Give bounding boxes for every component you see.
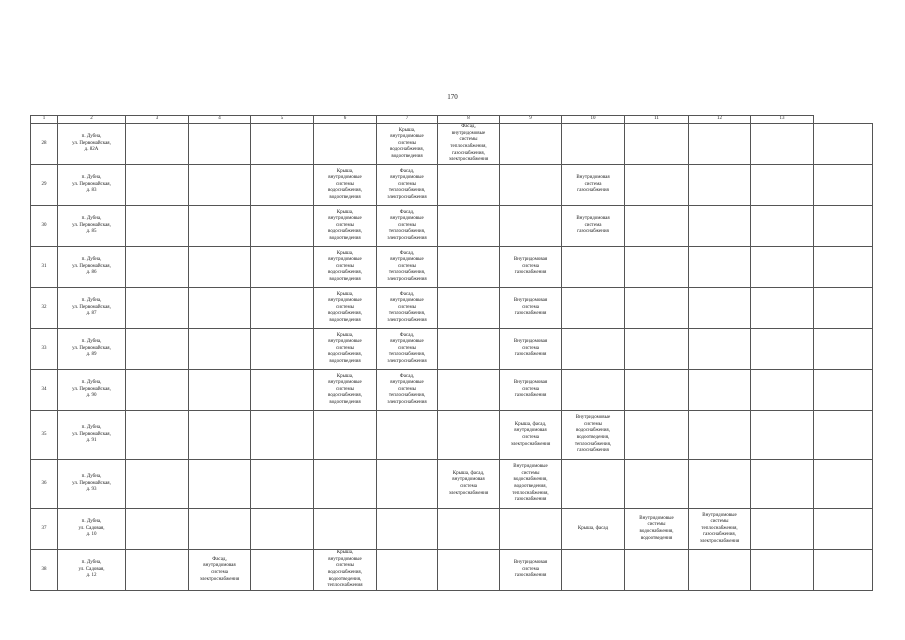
work-cell-col-8 [438, 165, 500, 206]
work-cell-col-11 [625, 206, 689, 247]
work-cell-col-9 [500, 206, 562, 247]
work-cell-col-11 [625, 288, 689, 329]
work-cell-col-12 [689, 411, 751, 460]
work-cell-col-3 [126, 411, 189, 460]
work-cell-col-9 [500, 509, 562, 550]
work-cell-col-9: Внутридомовая система газоснабжения [500, 288, 562, 329]
table-row [31, 509, 873, 550]
work-cell-col-7: Фасад, внутридомовые системы теплоснабжения, электроснабжения [377, 247, 438, 288]
table-row [31, 329, 873, 370]
work-cell-col-14 [814, 370, 873, 411]
work-cell-col-10 [562, 460, 625, 509]
work-cell-col-11 [625, 165, 689, 206]
work-cell-col-4: Фасад, внутридомовая система электроснабжения [189, 550, 251, 591]
work-cell-col-7 [377, 411, 438, 460]
work-cell-col-11 [625, 124, 689, 165]
row-number: 29 [31, 165, 58, 206]
work-cell-col-5 [251, 509, 314, 550]
work-cell-col-6: Крыша, внутридомовые системы водоснабжения, водоотведения [314, 370, 377, 411]
work-cell-col-4 [189, 206, 251, 247]
work-cell-col-7 [377, 460, 438, 509]
work-cell-col-14 [814, 329, 873, 370]
work-cell-col-14 [814, 247, 873, 288]
column-header-12: 12 [689, 116, 751, 124]
work-cell-col-12 [689, 550, 751, 591]
work-cell-col-9: Внутридомовая система газоснабжения [500, 370, 562, 411]
work-cell-col-8 [438, 550, 500, 591]
work-cell-col-14 [814, 165, 873, 206]
address-cell: п. Дубна, ул. Первомайская, д. 87 [58, 288, 126, 329]
row-number: 37 [31, 509, 58, 550]
work-cell-col-10: Внутридомовая система газоснабжения [562, 206, 625, 247]
work-cell-col-5 [251, 206, 314, 247]
work-cell-col-10: Внутридомовая система газоснабжения [562, 165, 625, 206]
address-cell: п. Дубна, ул. Первомайская, д. 91 [58, 411, 126, 460]
work-cell-col-9 [500, 165, 562, 206]
work-cell-col-8 [438, 370, 500, 411]
work-cell-col-10: Внутридомовые системы водоснабжения, водоотведения, теплоснабжения, газоснабжения [562, 411, 625, 460]
page-number: 170 [447, 93, 458, 101]
row-number: 33 [31, 329, 58, 370]
work-cell-col-4 [189, 509, 251, 550]
work-cell-col-8 [438, 329, 500, 370]
work-cell-col-10 [562, 124, 625, 165]
work-cell-col-11 [625, 550, 689, 591]
header-row [31, 116, 873, 124]
work-cell-col-10: Крыша, фасад [562, 509, 625, 550]
table-row [31, 165, 873, 206]
work-cell-col-14 [814, 124, 873, 165]
work-cell-col-13 [751, 370, 814, 411]
work-cell-col-5 [251, 411, 314, 460]
work-cell-col-11 [625, 329, 689, 370]
work-cell-col-13 [751, 247, 814, 288]
table-row [31, 550, 873, 591]
work-cell-col-11 [625, 247, 689, 288]
address-cell: п. Дубна, ул. Первомайская, д. 89 [58, 329, 126, 370]
work-cell-col-13 [751, 411, 814, 460]
work-cell-col-4 [189, 288, 251, 329]
work-cell-col-7: Крыша, внутридомовые системы водоснабжения, водоотведения [377, 124, 438, 165]
work-cell-col-8: Фасад, внутридомовые системы теплоснабжения, газоснабжения, электроснабжения [438, 124, 500, 165]
work-cell-col-5 [251, 165, 314, 206]
table-row [31, 370, 873, 411]
work-cell-col-8 [438, 411, 500, 460]
work-cell-col-8 [438, 288, 500, 329]
work-cell-col-4 [189, 329, 251, 370]
work-cell-col-8 [438, 206, 500, 247]
table-row [31, 206, 873, 247]
work-cell-col-5 [251, 124, 314, 165]
work-cell-col-9: Внутридомовая система газоснабжения [500, 329, 562, 370]
work-cell-col-7 [377, 550, 438, 591]
work-cell-col-3 [126, 460, 189, 509]
work-cell-col-13 [751, 165, 814, 206]
work-cell-col-7: Фасад, внутридомовые системы теплоснабжения, электроснабжения [377, 165, 438, 206]
work-cell-col-12 [689, 370, 751, 411]
work-cell-col-12 [689, 288, 751, 329]
work-cell-col-11 [625, 370, 689, 411]
work-cell-col-13 [751, 288, 814, 329]
row-number: 36 [31, 460, 58, 509]
work-cell-col-3 [126, 124, 189, 165]
work-cell-col-9: Крыша, фасад, внутридомовая система электроснабжения [500, 411, 562, 460]
work-cell-col-6: Крыша, внутридомовые системы водоснабжения, водоотведения [314, 165, 377, 206]
work-cell-col-4 [189, 124, 251, 165]
work-cell-col-8 [438, 247, 500, 288]
work-cell-col-8: Крыша, фасад, внутридомовая система электроснабжения [438, 460, 500, 509]
column-header-2: 2 [58, 116, 126, 124]
work-cell-col-3 [126, 247, 189, 288]
work-cell-col-4 [189, 165, 251, 206]
work-cell-col-12 [689, 329, 751, 370]
work-cell-col-4 [189, 370, 251, 411]
work-cell-col-7: Фасад, внутридомовые системы теплоснабжения, электроснабжения [377, 329, 438, 370]
work-cell-col-11: Внутридомовые системы водоснабжения, водоотведения [625, 509, 689, 550]
work-cell-col-9: Внутридомовая система газоснабжения [500, 247, 562, 288]
work-cell-col-14 [814, 460, 873, 509]
work-cell-col-5 [251, 550, 314, 591]
work-cell-col-12 [689, 165, 751, 206]
work-cell-col-10 [562, 288, 625, 329]
work-cell-col-8 [438, 509, 500, 550]
table-row [31, 288, 873, 329]
column-header-13: 13 [751, 116, 814, 124]
column-header-7: 7 [377, 116, 438, 124]
column-header-6: 6 [314, 116, 377, 124]
work-cell-col-12 [689, 247, 751, 288]
work-cell-col-9 [500, 124, 562, 165]
table-row [31, 247, 873, 288]
column-header-10: 10 [562, 116, 625, 124]
work-cell-col-11 [625, 460, 689, 509]
row-number: 28 [31, 124, 58, 165]
work-cell-col-7: Фасад, внутридомовые системы теплоснабжения, электроснабжения [377, 206, 438, 247]
address-cell: п. Дубна, ул. Первомайская, д. 86 [58, 247, 126, 288]
work-cell-col-4 [189, 411, 251, 460]
work-cell-col-13 [751, 550, 814, 591]
work-cell-col-10 [562, 550, 625, 591]
work-cell-col-3 [126, 165, 189, 206]
work-cell-col-7: Фасад, внутридомовые системы теплоснабжения, электроснабжения [377, 370, 438, 411]
work-cell-col-7 [377, 509, 438, 550]
work-cell-col-3 [126, 329, 189, 370]
work-cell-col-14 [814, 509, 873, 550]
column-header-5: 5 [251, 116, 314, 124]
work-cell-col-5 [251, 247, 314, 288]
row-number: 31 [31, 247, 58, 288]
work-cell-col-10 [562, 329, 625, 370]
work-cell-col-5 [251, 329, 314, 370]
work-cell-col-7: Фасад, внутридомовые системы теплоснабжения, электроснабжения [377, 288, 438, 329]
repair-schedule-table [30, 115, 873, 591]
work-cell-col-9: Внутридомовая система газоснабжения [500, 550, 562, 591]
column-header-4: 4 [189, 116, 251, 124]
work-cell-col-5 [251, 460, 314, 509]
address-cell: п. Дубна, ул. Первомайская, д. 82А [58, 124, 126, 165]
work-cell-col-11 [625, 411, 689, 460]
work-cell-col-6: Крыша, внутридомовые системы водоснабжения, водоотведения [314, 288, 377, 329]
work-cell-col-4 [189, 460, 251, 509]
work-cell-col-9: Внутридомовые системы водоснабжения, водоотведения, теплоснабжения, газоснабжения [500, 460, 562, 509]
work-cell-col-13 [751, 509, 814, 550]
table-row [31, 460, 873, 509]
work-cell-col-12: Внутридомовые системы теплоснабжения, газоснабжения, электроснабжения [689, 509, 751, 550]
work-cell-col-6: Крыша, внутридомовые системы водоснабжения, водоотведения [314, 247, 377, 288]
work-cell-col-12 [689, 460, 751, 509]
address-cell: п. Дубна, ул. Садовая, д. 10 [58, 509, 126, 550]
column-header-3: 3 [126, 116, 189, 124]
work-cell-col-3 [126, 288, 189, 329]
work-cell-col-3 [126, 550, 189, 591]
row-number: 30 [31, 206, 58, 247]
work-cell-col-6 [314, 509, 377, 550]
work-cell-col-14 [814, 411, 873, 460]
work-cell-col-12 [689, 124, 751, 165]
column-header-1: 1 [31, 116, 58, 124]
work-cell-col-4 [189, 247, 251, 288]
work-cell-col-13 [751, 329, 814, 370]
work-cell-col-6: Крыша, внутридомовые системы водоснабжения, водоотведения [314, 329, 377, 370]
table-row [31, 124, 873, 165]
column-header-11: 11 [625, 116, 689, 124]
work-cell-col-6: Крыша, внутридомовые системы водоснабжения, водоотведения [314, 206, 377, 247]
row-number: 38 [31, 550, 58, 591]
work-cell-col-3 [126, 206, 189, 247]
work-cell-col-6 [314, 460, 377, 509]
work-cell-col-5 [251, 288, 314, 329]
work-cell-col-6: Крыша, внутридомовые системы водоснабжения, водоотведения, теплоснабжения [314, 550, 377, 591]
work-cell-col-14 [814, 550, 873, 591]
work-cell-col-13 [751, 206, 814, 247]
work-cell-col-6 [314, 411, 377, 460]
work-cell-col-13 [751, 124, 814, 165]
column-header-9: 9 [500, 116, 562, 124]
address-cell: п. Дубна, ул. Первомайская, д. 83 [58, 165, 126, 206]
work-cell-col-3 [126, 370, 189, 411]
table-body [31, 124, 873, 591]
work-cell-col-12 [689, 206, 751, 247]
work-cell-col-10 [562, 370, 625, 411]
table-row [31, 411, 873, 460]
work-cell-col-10 [562, 247, 625, 288]
work-cell-col-6 [314, 124, 377, 165]
work-cell-col-13 [751, 460, 814, 509]
address-cell: п. Дубна, ул. Первомайская, д. 90 [58, 370, 126, 411]
address-cell: п. Дубна, ул. Садовая, д. 12 [58, 550, 126, 591]
column-header-8: 8 [438, 116, 500, 124]
work-cell-col-3 [126, 509, 189, 550]
row-number: 34 [31, 370, 58, 411]
row-number: 32 [31, 288, 58, 329]
work-cell-col-14 [814, 206, 873, 247]
address-cell: п. Дубна, ул. Первомайская, д. 85 [58, 206, 126, 247]
row-number: 35 [31, 411, 58, 460]
address-cell: п. Дубна, ул. Первомайская, д. 93 [58, 460, 126, 509]
work-cell-col-5 [251, 370, 314, 411]
work-cell-col-14 [814, 288, 873, 329]
